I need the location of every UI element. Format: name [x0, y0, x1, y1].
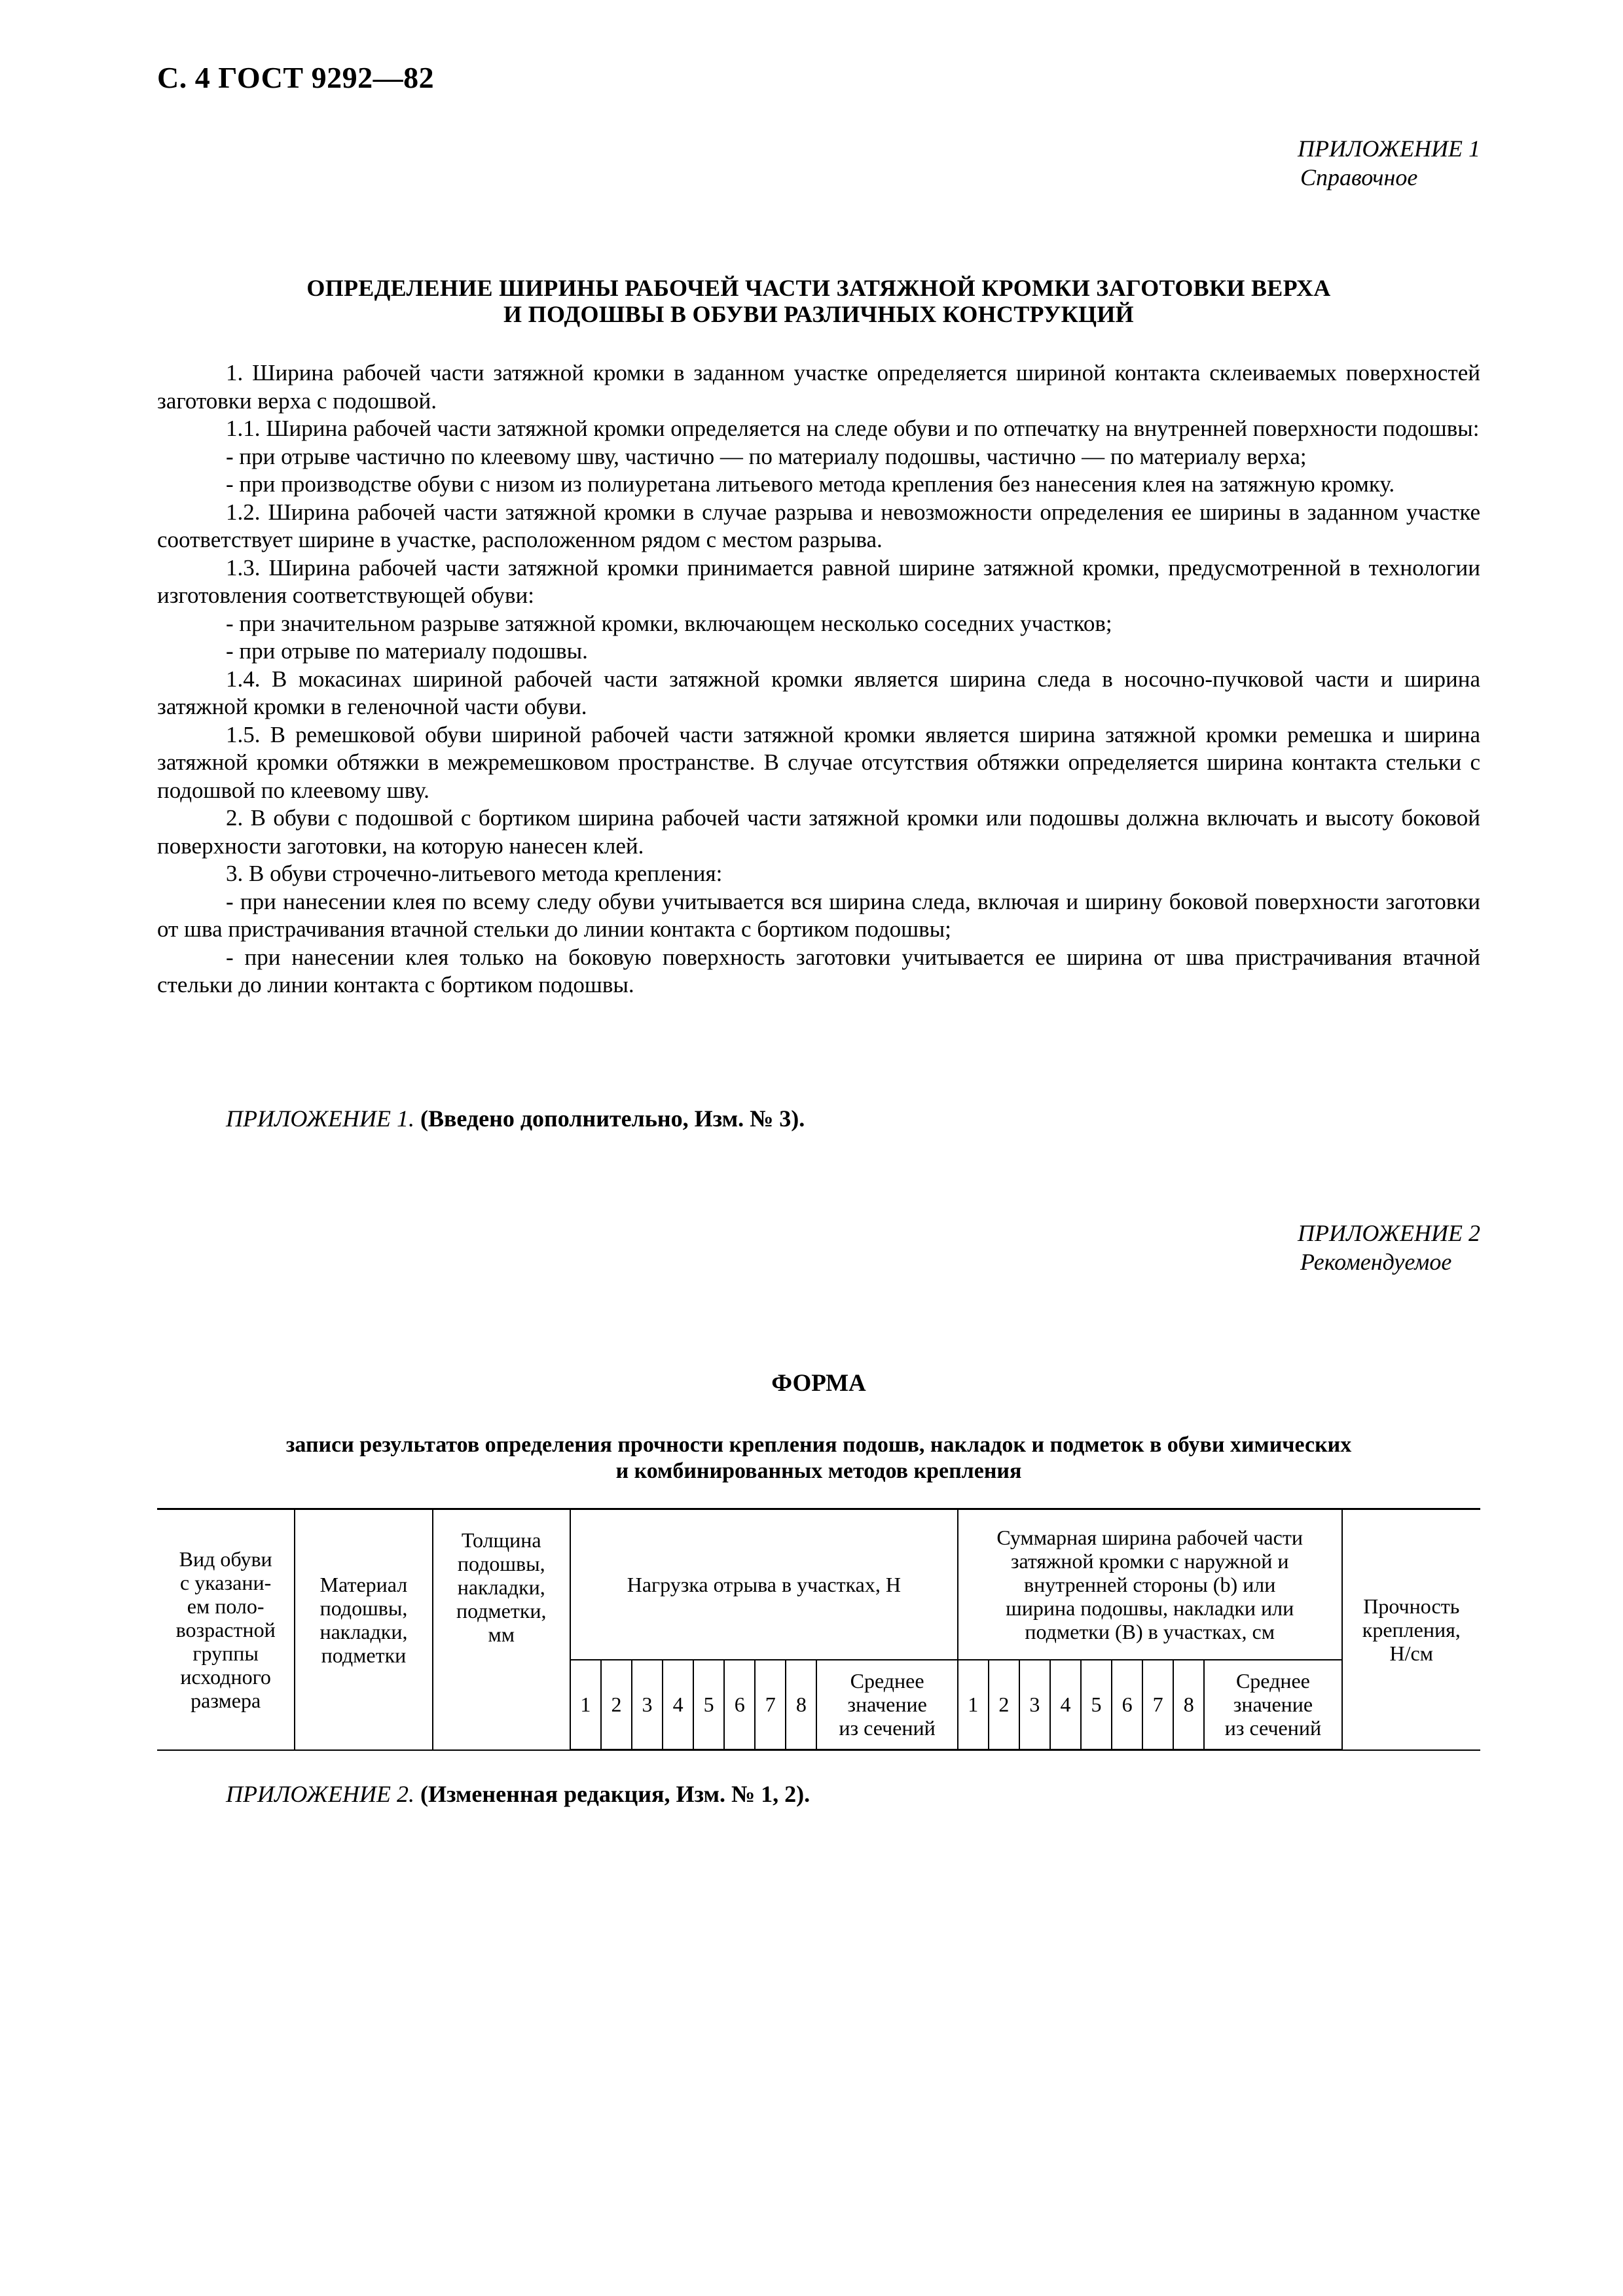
paragraph: 1. Ширина рабочей части затяжной кромки в заданном участке определяется шириной контакта склеиваемых поверхностей заготовки верха с подошвой.	[157, 360, 1480, 414]
header-line: из сечений	[1224, 1716, 1322, 1740]
header-line: мм	[488, 1623, 515, 1646]
header-line: подошвы,	[319, 1596, 408, 1620]
header-line: с указани-	[180, 1570, 272, 1594]
width-section-3: 3	[1019, 1660, 1050, 1750]
appendix1-label: ПРИЛОЖЕНИЕ 1	[1298, 135, 1480, 162]
appendix1-note-text: (Введено дополнительно, Изм. № 3).	[420, 1105, 805, 1132]
load-section-8: 8	[786, 1660, 816, 1750]
header-thickness	[433, 1509, 570, 1750]
header-line: возрастной	[175, 1617, 276, 1641]
header-line: Материал	[319, 1573, 408, 1596]
load-section-2: 2	[601, 1660, 632, 1750]
appendix1-title	[157, 275, 1480, 327]
header-strength	[1342, 1509, 1480, 1750]
header-shoe-type	[157, 1509, 295, 1750]
list-item: - при нанесении клея по всему следу обуви учитывается вся ширина следа, включая и ширину боковой поверхности заготовки от шва пристрачивания втачной стельки до линии контакта с бортиком подошвы;	[157, 888, 1480, 942]
header-line: подметки	[321, 1643, 407, 1667]
header-line: крепления,	[1362, 1617, 1461, 1641]
header-line: размера	[191, 1688, 261, 1712]
appendix1-title-line1: ОПРЕДЕЛЕНИЕ ШИРИНЫ РАБОЧЕЙ ЧАСТИ ЗАТЯЖНОЙ КРОМКИ ЗАГОТОВКИ ВЕРХА	[306, 275, 1331, 301]
header-line: подошвы,	[457, 1552, 545, 1575]
list-item: - при отрыве частично по клеевому шву, частично — по материалу подошвы, частично — по материалу верха;	[226, 443, 1307, 469]
header-line: значение	[847, 1693, 927, 1717]
appendix1-body	[157, 359, 1480, 999]
width-average	[1204, 1660, 1341, 1750]
header-width	[958, 1509, 1342, 1660]
paragraph: 1.4. В мокасинах шириной рабочей части затяжной кромки является ширина следа в носочно-пучковой части и ширина затяжной кромки в геленочной части обуви.	[157, 666, 1480, 719]
header-line: ширина подошвы, накладки или	[1006, 1596, 1294, 1620]
header-line: из сечений	[839, 1716, 936, 1740]
header-material	[295, 1509, 432, 1750]
paragraph: 1.2. Ширина рабочей части затяжной кромки в случае разрыва и невозможности определения ее ширины в заданном участке соответствует ширине в участке, расположенном рядом с местом разрыва.	[157, 499, 1480, 552]
list-item: - при отрыве по материалу подошвы.	[226, 638, 588, 664]
width-section-5: 5	[1081, 1660, 1112, 1750]
paragraph: 1.1. Ширина рабочей части затяжной кромки определяется на следе обуви и по отпечатку на внутренней поверхности подошвы:	[226, 416, 1480, 441]
width-section-7: 7	[1142, 1660, 1173, 1750]
form-title	[157, 1432, 1480, 1484]
load-section-6: 6	[724, 1660, 755, 1750]
results-form-table	[157, 1508, 1480, 1751]
paragraph: 3. В обуви строчечно-литьевого метода крепления:	[226, 861, 723, 886]
form-heading: ФОРМА	[771, 1370, 866, 1397]
appendix2-status: Рекомендуемое	[1300, 1249, 1452, 1275]
paragraph: 1.3. Ширина рабочей части затяжной кромки принимается равной ширине затяжной кромки, предусмотренной в технологии изготовления соответствующей обуви:	[157, 554, 1480, 608]
header-line: Среднее	[850, 1669, 924, 1693]
load-section-5: 5	[693, 1660, 724, 1750]
header-line: исходного	[180, 1664, 271, 1689]
appendix2-note-label: ПРИЛОЖЕНИЕ 2.	[226, 1781, 414, 1807]
paragraph: 1.5. В ремешковой обуви шириной рабочей части затяжной кромки является ширина затяжной кромки ремешка и ширина затяжной кромки обтяжки в межремешковом пространстве. В случае отсутствия обтяжки определяется ширина контакта стельки с подошвой по клеевому шву.	[157, 721, 1480, 803]
header-line: затяжной кромки с наружной и	[1010, 1549, 1289, 1573]
header-line: Вид обуви	[179, 1547, 272, 1571]
header-line: Суммарная ширина рабочей части	[996, 1525, 1303, 1549]
header-line: группы	[192, 1641, 259, 1665]
load-average	[816, 1660, 957, 1750]
appendix1-note	[226, 1105, 805, 1132]
load-section-4: 4	[663, 1660, 693, 1750]
form-title-line2: и комбинированных методов крепления	[615, 1459, 1022, 1483]
header-line: Прочность	[1363, 1594, 1460, 1618]
appendix1-label-block	[1298, 134, 1480, 192]
page-header: С. 4 ГОСТ 9292—82	[157, 61, 435, 94]
paragraph: 2. В обуви с подошвой с бортиком ширина рабочей части затяжной кромки или подошвы должна включать и высоту боковой поверхности заготовки, на которую нанесен клей.	[157, 805, 1480, 859]
header-line: подметки (B) в участках, см	[1025, 1619, 1275, 1643]
width-section-1: 1	[958, 1660, 989, 1750]
appendix1-title-line2: И ПОДОШВЫ В ОБУВИ РАЗЛИЧНЫХ КОНСТРУКЦИЙ	[503, 301, 1134, 327]
header-line: Толщина	[461, 1528, 541, 1552]
appendix1-note-label: ПРИЛОЖЕНИЕ 1.	[226, 1105, 414, 1132]
header-load: Нагрузка отрыва в участках, Н	[570, 1509, 958, 1660]
header-line: ем поло-	[187, 1594, 264, 1618]
header-line: накладки,	[319, 1620, 408, 1643]
width-section-2: 2	[989, 1660, 1019, 1750]
list-item: - при производстве обуви с низом из полиуретана литьевого метода крепления без нанесения клея на затяжную кромку.	[226, 471, 1395, 497]
load-section-3: 3	[632, 1660, 663, 1750]
load-section-1: 1	[570, 1660, 601, 1750]
width-section-4: 4	[1050, 1660, 1081, 1750]
header-line: Среднее	[1235, 1669, 1310, 1693]
header-line: подметки,	[456, 1599, 547, 1623]
list-item: - при нанесении клея только на боковую поверхность заготовки учитывается ее ширина от шва пристрачивания втачной стельки до линии контакта с бортиком подошвы.	[157, 944, 1480, 997]
width-section-8: 8	[1173, 1660, 1204, 1750]
appendix2-note-text: (Измененная редакция, Изм. № 1, 2).	[420, 1781, 811, 1807]
load-section-7: 7	[755, 1660, 786, 1750]
appendix2-label: ПРИЛОЖЕНИЕ 2	[1298, 1220, 1480, 1246]
width-section-6: 6	[1112, 1660, 1142, 1750]
form-title-line1: записи результатов определения прочности крепления подошв, накладок и подметок в обуви химических	[285, 1433, 1352, 1457]
header-line: Н/см	[1389, 1641, 1433, 1665]
list-item: - при значительном разрыве затяжной кромки, включающем несколько соседних участков;	[226, 610, 1112, 636]
appendix2-note	[226, 1780, 810, 1808]
header-line: накладки,	[457, 1575, 545, 1599]
appendix2-label-block	[1298, 1219, 1480, 1276]
appendix1-status: Справочное	[1300, 164, 1418, 190]
header-line: внутренней стороны (b) или	[1024, 1572, 1276, 1596]
header-line: значение	[1233, 1693, 1313, 1717]
